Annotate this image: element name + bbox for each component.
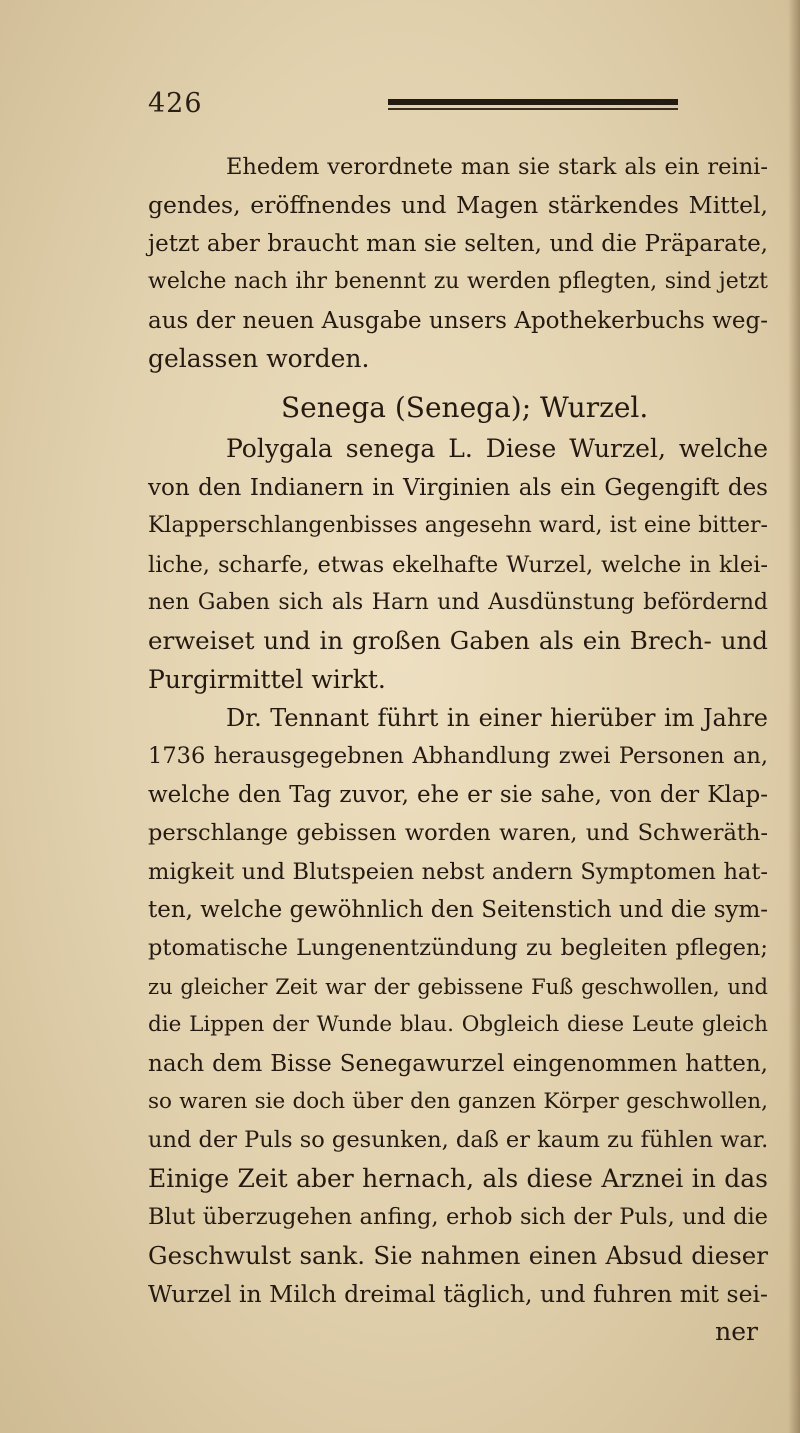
text-line: ten, welche gewöhnlich den Seitenstich und die sym- xyxy=(148,897,769,924)
text-line: zu gleicher Zeit war der gebissene Fuß geschwollen, und xyxy=(148,974,768,999)
body-text xyxy=(148,148,768,1352)
text-line: nen Gaben sich als Harn und Ausdünstung befördernd xyxy=(148,589,768,615)
text-line: perschlange gebissen worden waren, und Schweräth- xyxy=(148,820,768,847)
text-line: die Lippen der Wunde blau. Obgleich diese Leute gleich xyxy=(148,1012,768,1038)
text-line: Polygala senega L. Diese Wurzel, welche xyxy=(226,434,768,464)
text-line: so waren sie doch über den ganzen Körper geschwollen, xyxy=(148,1088,768,1114)
text-line: erweiset und in großen Gaben als ein Brech- und xyxy=(148,626,768,656)
text-line: Geschwulst sank. Sie nahmen einen Absud dieser xyxy=(148,1240,768,1270)
section-heading: Senega (Senega); Wurzel. xyxy=(281,391,649,425)
text-line: ptomatische Lungenentzündung zu begleiten pflegen; xyxy=(148,935,768,962)
text-line: nach dem Bisse Senegawurzel eingenommen hatten, xyxy=(148,1050,768,1077)
text-line: Purgirmittel wirkt. xyxy=(148,664,386,694)
text-line: Ehedem verordnete man sie stark als ein reini- xyxy=(226,154,768,180)
text-line: Wurzel in Milch dreimal täglich, und fuhren mit sei- xyxy=(148,1279,768,1308)
header-rule-thick xyxy=(388,99,678,105)
text-line: migkeit und Blutspeien nebst andern Symptomen hat- xyxy=(148,858,768,885)
text-line: 1736 herausgegebnen Abhandlung zwei Personen an, xyxy=(148,743,768,770)
paragraph-3 xyxy=(148,699,768,1352)
text-line: Klapperschlangenbisses angesehn ward, ist eine bitter- xyxy=(148,513,768,539)
text-line: Einige Zeit aber hernach, als diese Arznei in das xyxy=(148,1163,768,1193)
header-rule-thin xyxy=(388,108,678,110)
header-rule xyxy=(388,99,678,111)
paragraph-1 xyxy=(148,148,768,378)
page-number: 426 xyxy=(148,88,203,119)
text-line: liche, scharfe, etwas ekelhafte Wurzel, welche in klei- xyxy=(148,551,768,578)
text-line: aus der neuen Ausgabe unsers Apothekerbuchs weg- xyxy=(148,307,768,334)
text-line: und der Puls so gesunken, daß er kaum zu fühlen war. xyxy=(148,1127,769,1154)
page-edge-shadow xyxy=(788,0,800,1433)
catchword: ner xyxy=(715,1317,758,1347)
text-line: jetzt aber braucht man sie selten, und die Präparate, xyxy=(148,230,768,257)
text-line: Blut überzugehen anfing, erhob sich der Puls, und die xyxy=(148,1204,768,1231)
page-header xyxy=(148,84,708,124)
text-line: gelassen worden. xyxy=(148,343,370,373)
text-line: welche nach ihr benennt zu werden pflegten, sind jetzt xyxy=(148,269,768,295)
paragraph-2 xyxy=(148,430,768,699)
text-line: von den Indianern in Virginien als ein Gegengift des xyxy=(148,474,768,501)
text-line: welche den Tag zuvor, ehe er sie sahe, von der Klap- xyxy=(148,781,768,808)
text-line: Dr. Tennant führt in einer hierüber im Jahre xyxy=(226,704,768,733)
text-line: gendes, eröffnendes und Magen stärkendes Mittel, xyxy=(148,191,768,220)
